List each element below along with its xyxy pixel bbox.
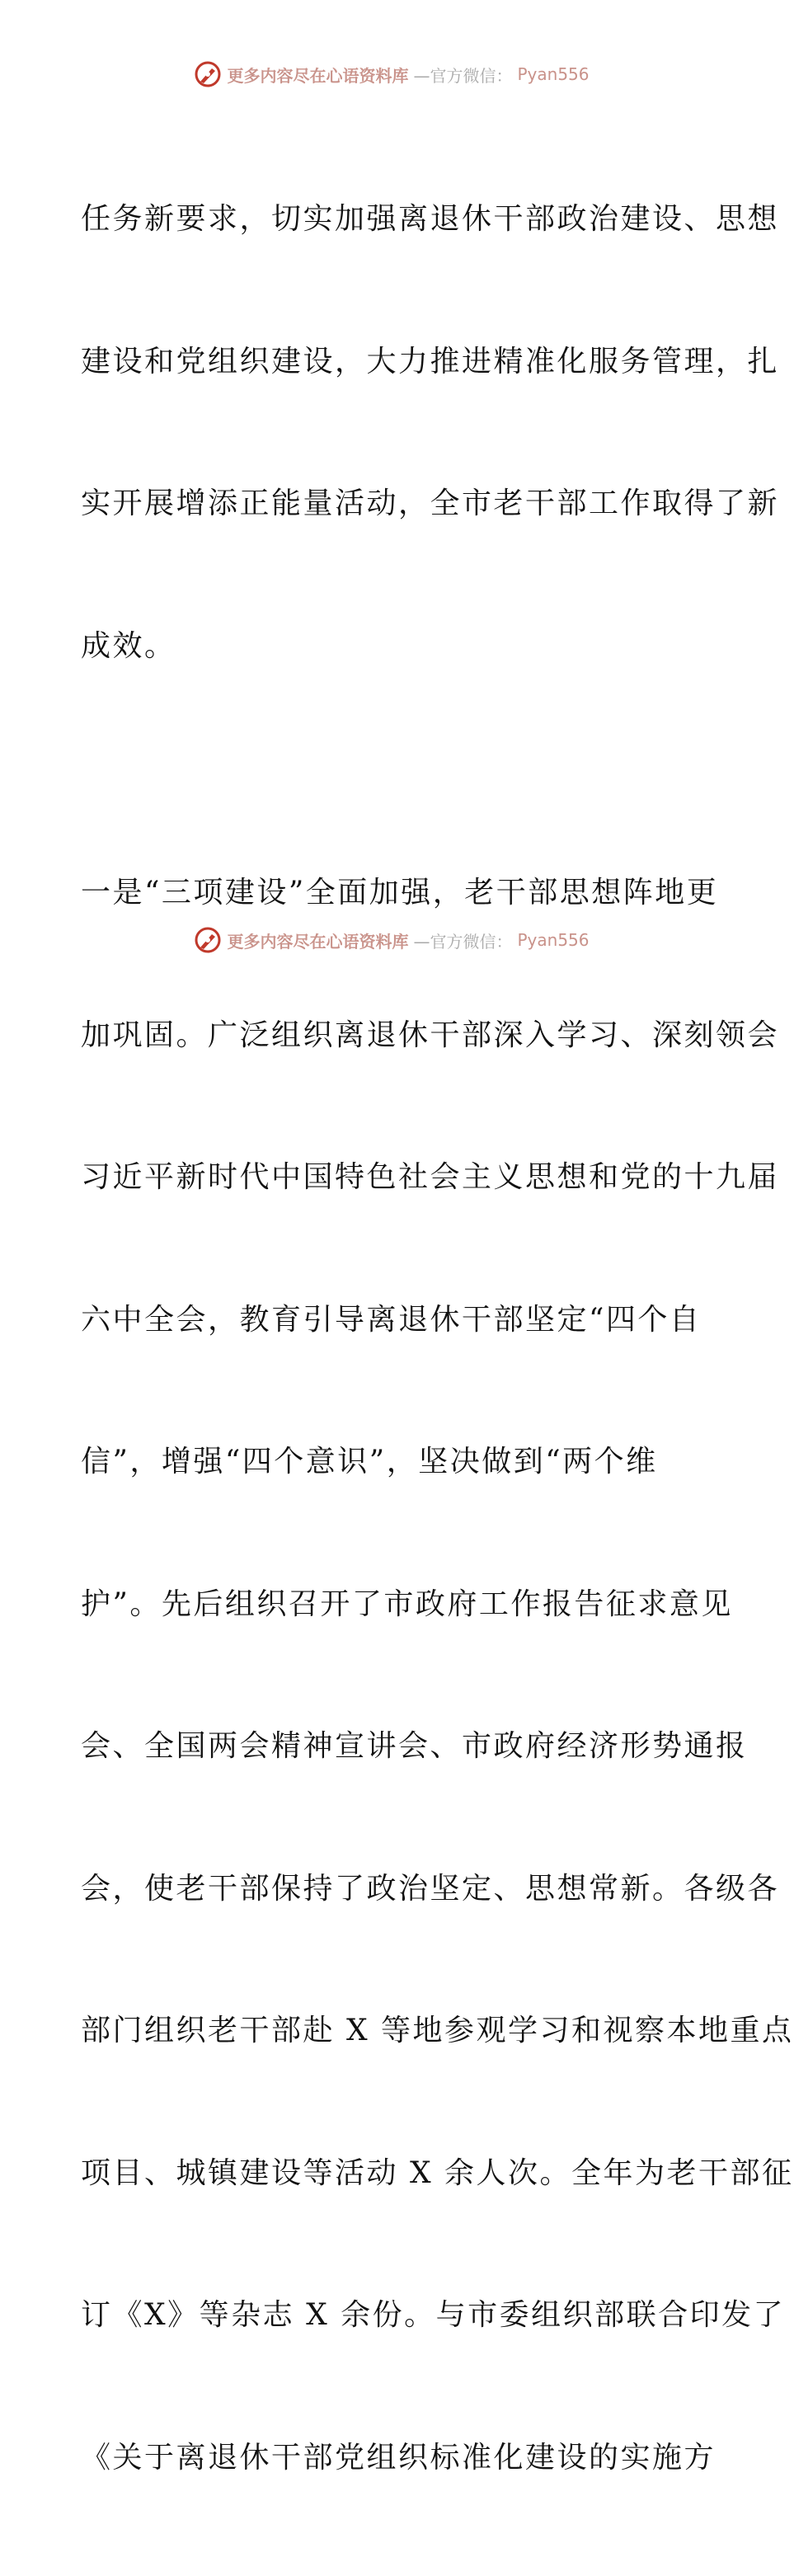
text-line: 加巩固。广泛组织离退休干部深入学习、深刻领会 <box>81 1018 780 1052</box>
text-line: 项目、城镇建设等活动 X 余人次。全年为老干部征 <box>81 2155 794 2190</box>
paragraph-intro-continuation <box>81 101 780 764</box>
text-line: 部门组织老干部赴 X 等地参观学习和视察本地重点 <box>81 2014 794 2047</box>
text-line: 实开展增添正能量活动，全市老干部工作取得了新 <box>81 487 780 520</box>
watermark-text-wechat-id: Pyan556 <box>517 64 590 84</box>
pen-logo-icon <box>194 926 222 954</box>
header-watermark <box>0 58 783 91</box>
text-line: 订《X》等杂志 X 余份。与市委组织部联合印发了 <box>81 2298 786 2332</box>
text-line: 《关于离退休干部党组织标准化建设的实施方 <box>81 2440 716 2475</box>
text-line: 六中全会，教育引导离退休干部坚定“四个自 <box>81 1302 702 1337</box>
paragraph-section-one <box>81 774 794 2576</box>
text-line: 会、全国两会精神宣讲会、市政府经济形势通报 <box>81 1729 748 1763</box>
footer-watermark <box>0 924 783 957</box>
pen-logo-icon <box>194 60 222 88</box>
text-line: 成效。 <box>81 628 176 663</box>
watermark-text-wechat-label: —官方微信： <box>413 931 513 952</box>
text-line: 习近平新时代中国特色社会主义思想和党的十九届 <box>81 1160 780 1194</box>
text-line: 会，使老干部保持了政治坚定、思想常新。各级各 <box>81 1871 780 1906</box>
text-line: 信”，增强“四个意识”，坚决做到“两个维 <box>81 1445 658 1478</box>
document-body <box>81 101 794 2576</box>
watermark-text-brand: 更多内容尽在心语资料库 <box>227 65 409 86</box>
text-line: 护”。先后组织召开了市政府工作报告征求意见 <box>81 1586 733 1621</box>
watermark-text-brand: 更多内容尽在心语资料库 <box>227 931 409 952</box>
text-line: 任务新要求，切实加强离退休干部政治建设、思想 <box>81 202 780 236</box>
watermark-text-wechat-label: —官方微信： <box>413 65 513 86</box>
text-line: 一是“三项建设”全面加强，老干部思想阵地更 <box>81 876 719 910</box>
watermark-text-wechat-id: Pyan556 <box>517 930 590 950</box>
text-line: 建设和党组织建设，大力推进精准化服务管理，扎 <box>81 344 780 378</box>
